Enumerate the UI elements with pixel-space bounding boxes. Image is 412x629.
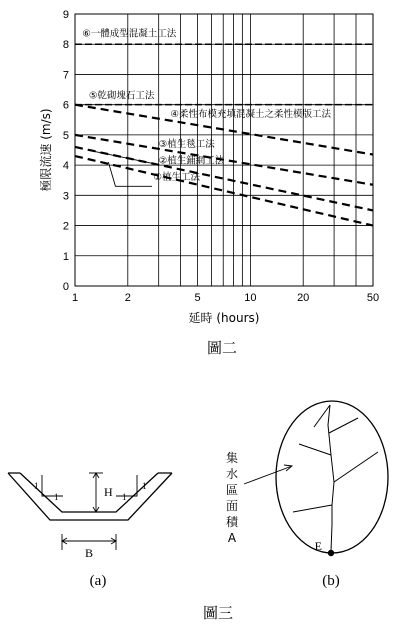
x-tick-label: 5: [194, 292, 201, 304]
outlet-point: [328, 550, 334, 556]
y-tick-label: 5: [62, 129, 69, 142]
y-axis-label: 極限流速 (m/s): [39, 108, 53, 192]
x-axis-ticks: [72, 292, 379, 304]
area-label-char: 水: [225, 467, 239, 481]
y-tick-label: 3: [62, 190, 69, 203]
x-tick-label: 20: [297, 292, 310, 304]
area-label-char: 集: [225, 451, 239, 465]
y-tick-label: 8: [62, 39, 69, 52]
panel-a-label: (a): [89, 573, 107, 589]
right-slope-horizontal-label: 1: [122, 492, 127, 502]
series-label-5: ⑤乾砌塊石工法: [88, 90, 155, 102]
right-slope-vertical-label: 1: [142, 481, 147, 491]
left-slope-triangle: [42, 475, 63, 496]
x-axis-label: 延時 (hours): [188, 311, 260, 325]
area-label-char: A: [227, 531, 237, 545]
y-tick-label: 2: [62, 220, 69, 233]
series-label-1: ①植生工法: [153, 172, 200, 184]
base-label: B: [84, 546, 94, 560]
catchment-area-label: [226, 450, 239, 545]
channel-cross-section: [8, 473, 172, 589]
y-tick-label: 9: [62, 9, 69, 21]
left-slope-horizontal-label: 1: [54, 492, 59, 502]
x-tick-label: 1: [71, 292, 79, 304]
series-label-4: ④柔性布模充填混凝土之柔性模版工法: [170, 108, 331, 120]
figure-3-caption: 圖三: [202, 604, 234, 622]
y-tick-label: 0: [62, 281, 69, 293]
main-stream: [328, 405, 334, 551]
area-pointer-line: [244, 466, 292, 484]
figure-2-caption: 圖二: [206, 339, 238, 357]
area-pointer-arrowhead: [284, 465, 292, 471]
area-label-char: 積: [225, 515, 239, 529]
x-tick-label: 2: [124, 292, 131, 304]
x-tick-label: 10: [244, 292, 257, 304]
area-label-char: 面: [225, 499, 239, 513]
y-axis-ticks: [63, 9, 69, 293]
y-tick-label: 6: [62, 99, 69, 112]
left-slope-vertical-label: 1: [34, 481, 39, 491]
area-label-char: 區: [225, 483, 239, 497]
right-slope-triangle: [116, 475, 137, 496]
catchment-diagram: [226, 401, 388, 589]
y-tick-label: 4: [62, 160, 69, 173]
channel-inner-outline: [8, 473, 172, 520]
series-label-6: ⑥一體成型混凝土工法: [82, 28, 177, 40]
tributaries: [293, 405, 378, 512]
x-tick-label: 50: [366, 292, 380, 304]
series-label-2: ②植生鋪網工法: [158, 155, 225, 167]
outlet-label: E: [314, 539, 322, 553]
chart-area: [38, 9, 379, 357]
y-tick-label: 7: [62, 69, 69, 82]
y-tick-label: 1: [62, 250, 69, 263]
grid-lines: [75, 14, 373, 286]
height-label: H: [104, 485, 113, 499]
series-label-3: ③植生毯工法: [158, 138, 215, 150]
series-labels: [82, 28, 331, 187]
plot-frame: [75, 14, 373, 286]
panel-b-label: (b): [322, 573, 340, 589]
